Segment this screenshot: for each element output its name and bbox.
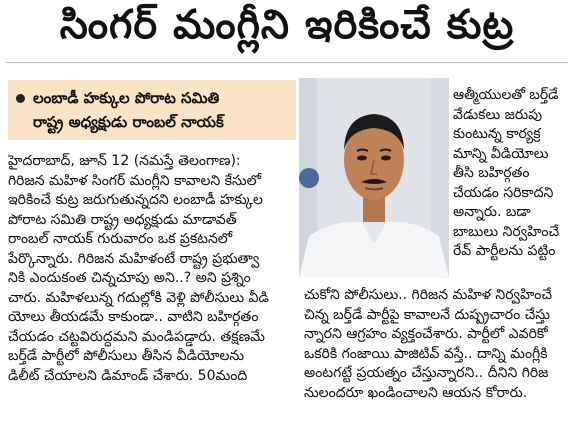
article-line: హైదరాబాద్, జూన్ 12 (నమస్తే తెలంగాణ): bbox=[8, 153, 241, 169]
article-line: గిరిజన మహిళ సింగర్ మంగ్లీని కావాలని కేసులో bbox=[8, 172, 262, 189]
headline: సింగర్ మంగ్లీని ఇరికించే కుట్ర bbox=[59, 2, 515, 48]
article-line: మాన్ని వీడియోలు bbox=[453, 145, 549, 162]
subheading-text-1: లంబాడీ హక్కుల పోరాట సమితి bbox=[33, 89, 220, 107]
article-line: యోలు తీయడమే కాకుండా.. వాటిని బహిర్గతం bbox=[8, 309, 259, 325]
article-line: చిన్న బర్త్‌డే పార్టీపై కావాలనే దుష్ప్రచారం చేస్తు bbox=[304, 306, 550, 323]
article-bottom-column bbox=[304, 286, 570, 403]
article-line: పేర్కొన్నారు. గిరిజన మహిళంటే రాష్ట్ర ప్రభుత్వా bbox=[8, 250, 260, 267]
article-line: చేయడం చట్టవిరుద్ధమని మండిపడ్డారు. తక్షణమే bbox=[8, 328, 265, 345]
portrait-photo bbox=[299, 78, 449, 278]
article-line: పోరాట సమితి రాష్ట్ర అధ్యక్షుడు మాడావత్ bbox=[8, 211, 237, 228]
article-line: కుంటున్న కార్యక్ర bbox=[453, 126, 541, 142]
subheading-line-2 bbox=[16, 110, 288, 134]
article-line: నికి ఎందుకంత చిన్నచూపు అని..? అని ప్రశ్నిం bbox=[8, 270, 251, 286]
article-line: అన్నారు. బడా bbox=[453, 204, 531, 220]
subheading-box bbox=[8, 80, 296, 140]
article-line: చుకోని పోలీసులు.. గిరిజన మహిళ నిర్వహించే bbox=[304, 287, 552, 303]
article-line: బర్త్‌డే పార్టీలో పోలీసులు తీసిన వీడియోలను bbox=[8, 348, 245, 364]
article-line: డిలీట్ చేయాలని డిమాండ్ చేశారు. 50మంది bbox=[8, 367, 248, 384]
article-line: చేయడం సరికాదని bbox=[453, 184, 554, 201]
article-line: ఆత్మీయులతో బర్త్‌డే bbox=[453, 87, 559, 103]
article-line: ఒకరికి గంజాయి పాజిటివ్ వస్తే.. దాన్ని మంగ్లీకి bbox=[304, 345, 548, 362]
article-line: న్నారని ఆగ్రహం వ్యక్తంచేశారు. పార్టీలో ఎవరికో bbox=[304, 326, 548, 342]
article-line: రాంబల్ నాయక్ గురువారం ఒక ప్రకటనలో bbox=[8, 231, 233, 247]
article-line: అంటగట్టే ప్రయత్నం చేస్తున్నారని.. దీనిని గిరిజ bbox=[304, 365, 549, 381]
subheading-text-2: రాష్ట్ర అధ్యక్షుడు రాంబల్ నాయక్ bbox=[33, 113, 224, 131]
person-portrait-icon bbox=[299, 78, 449, 278]
article-line: చారు. మహిళలున్న గదుల్లోకి వెళ్లి పోలీసులు వీడి bbox=[8, 289, 269, 306]
bullet-icon bbox=[16, 94, 25, 103]
headline-divider bbox=[6, 62, 568, 63]
article-line: నులందరూ ఖండించాలని ఆయన కోరారు. bbox=[304, 384, 528, 401]
article-line: ఇరికించే కుట్ర జరుగుతున్నదని లంబాడీ హక్కుల bbox=[8, 192, 263, 208]
article-line: బాబులు నిర్వహించే bbox=[453, 223, 560, 240]
article-right-column bbox=[453, 86, 569, 262]
article-left-column bbox=[8, 152, 296, 386]
subheading-line-1 bbox=[16, 86, 288, 110]
article-line: రేవ్ పార్టీలను పట్టిం bbox=[453, 243, 556, 259]
article-line: వేడుకలు జరుపు bbox=[453, 106, 543, 123]
article-line: తీసి బహిర్గతం bbox=[453, 165, 530, 181]
